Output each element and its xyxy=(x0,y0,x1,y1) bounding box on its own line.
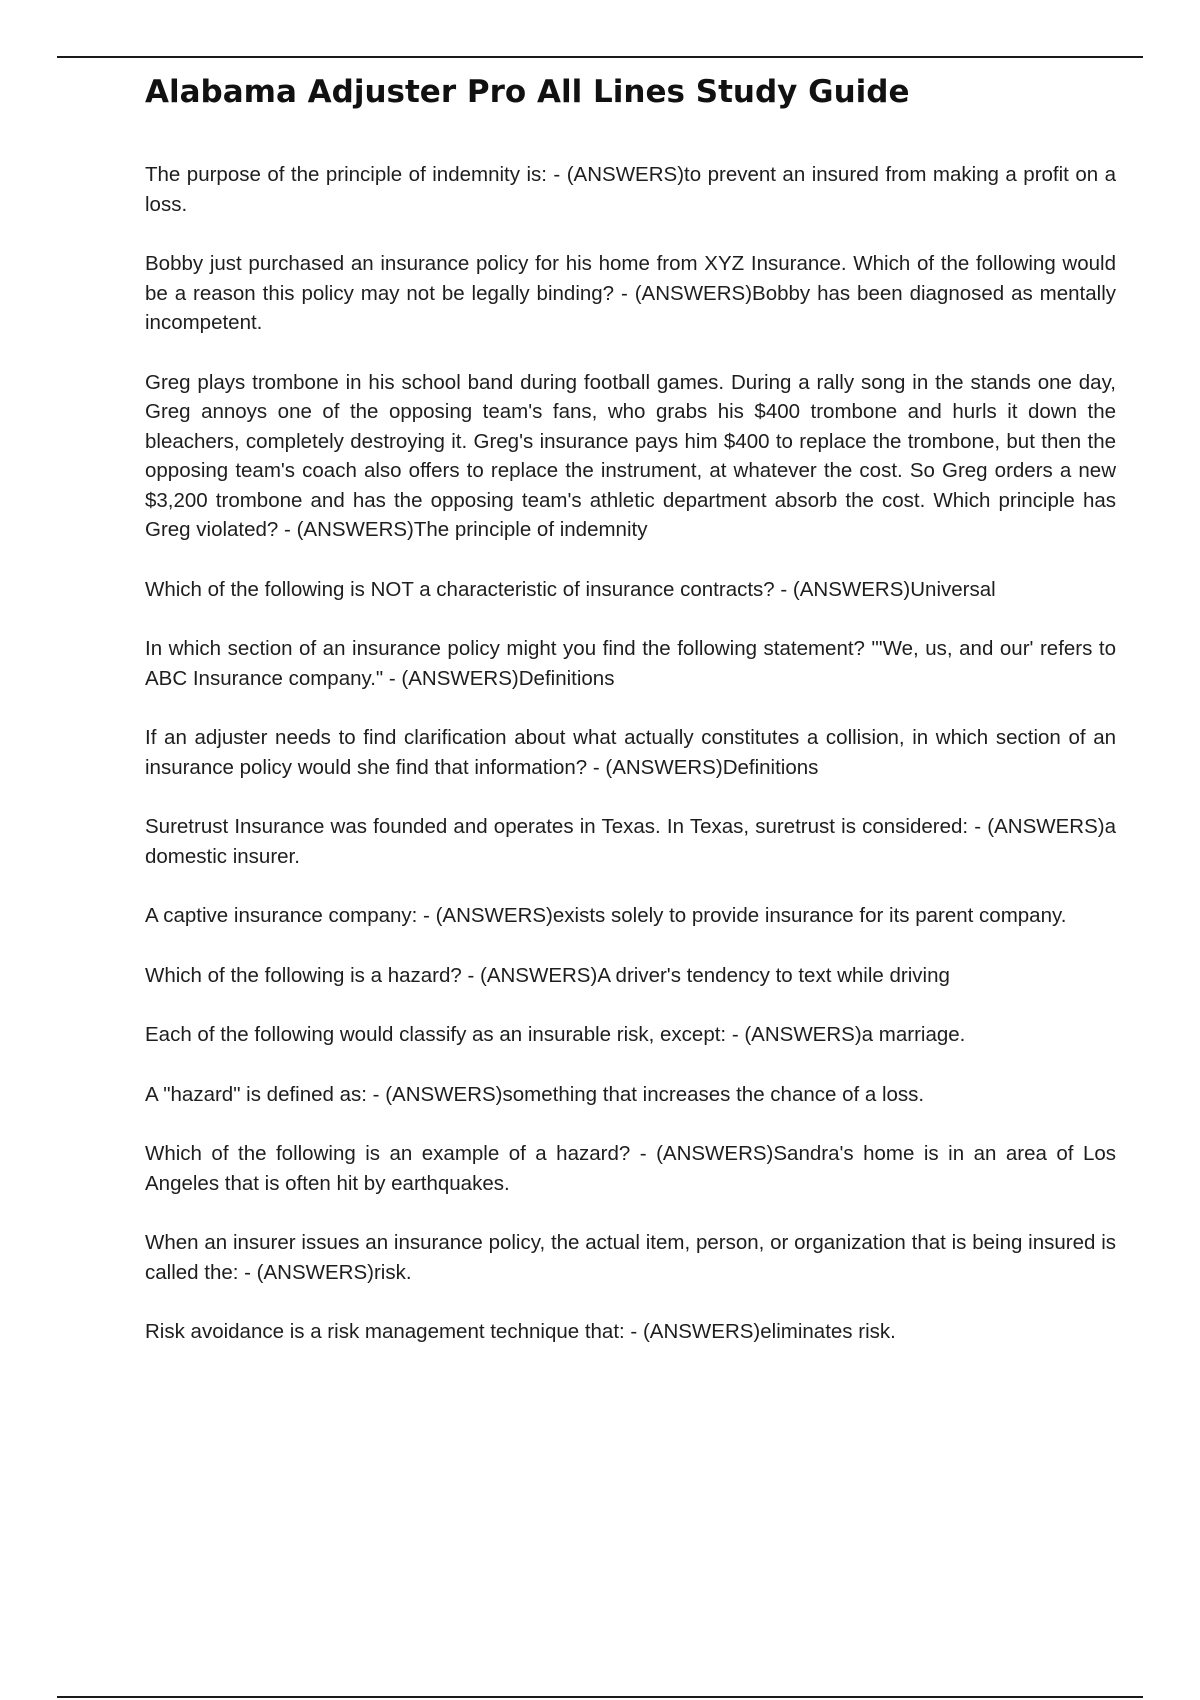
qa-item xyxy=(145,1228,1116,1287)
question-text: A "hazard" is defined as: xyxy=(145,1082,367,1106)
qa-item xyxy=(145,1020,1116,1050)
answer-separator: - xyxy=(968,815,988,838)
qa-item xyxy=(145,575,1116,605)
answers-tag: (ANSWERS) xyxy=(566,163,685,186)
answer-text: A driver's tendency to text while driving xyxy=(597,963,950,987)
answer-separator: - xyxy=(774,577,793,601)
qa-item xyxy=(145,812,1116,871)
qa-list xyxy=(145,160,1116,1377)
answer-text: Definitions xyxy=(722,755,819,779)
page-title: Alabama Adjuster Pro All Lines Study Guide xyxy=(145,74,910,110)
answers-tag: (ANSWERS) xyxy=(987,815,1105,838)
question-text: Suretrust Insurance was founded and operates in Texas. In Texas, suretrust is considered: xyxy=(145,815,969,838)
answer-text: Sandra's home is in an area of Los Angeles that is often hit by earthquakes. xyxy=(145,1142,1116,1195)
qa-item xyxy=(145,961,1116,991)
answers-tag: (ANSWERS) xyxy=(480,963,598,987)
question-text: Each of the following would classify as an insurable risk, except: xyxy=(145,1023,727,1046)
answer-separator: - xyxy=(546,163,567,186)
answers-tag: (ANSWERS) xyxy=(792,577,911,601)
answers-tag: (ANSWERS) xyxy=(642,1320,761,1343)
qa-item xyxy=(145,368,1116,545)
answers-tag: (ANSWERS) xyxy=(385,1082,503,1106)
answer-text: a marriage. xyxy=(861,1023,966,1046)
header-rule xyxy=(57,56,1143,58)
qa-item xyxy=(145,249,1116,338)
answers-tag: (ANSWERS) xyxy=(435,904,553,927)
qa-item xyxy=(145,901,1116,931)
answer-separator: - xyxy=(614,281,635,305)
qa-item xyxy=(145,634,1116,693)
question-text: Greg plays trombone in his school band during football games. During a rally song in the stands one day, Greg annoys one of the opposing team's fans, who grabs his $400 trombone and hurls it down the bleachers, completely destroying it. Greg's insurance pays him $400 to replace the trombone, but then the opposing team's coach also offers to replace the instrument, at whatever the cost. So Greg orders a new $3,200 trombone and has the opposing team's athletic department absorb the cost. Which principle has Greg violated? xyxy=(145,370,1116,541)
answer-separator: - xyxy=(624,1320,643,1343)
answers-tag: (ANSWERS) xyxy=(605,755,723,779)
answer-text: risk. xyxy=(373,1260,412,1284)
answer-separator: - xyxy=(587,755,606,779)
answer-separator: - xyxy=(238,1260,257,1284)
question-text: Risk avoidance is a risk management technique that: xyxy=(145,1320,625,1343)
answer-text: a domestic insurer. xyxy=(145,815,1116,868)
answers-tag: (ANSWERS) xyxy=(296,518,414,541)
footer-rule xyxy=(57,1696,1143,1698)
answer-text: Universal xyxy=(910,577,996,601)
answer-separator: - xyxy=(726,1023,745,1046)
answer-text: something that increases the chance of a loss. xyxy=(502,1082,925,1106)
question-text: Bobby just purchased an insurance policy for his home from XYZ Insurance. Which of the following would be a reason this policy may not be legally binding? xyxy=(145,252,1116,305)
qa-item xyxy=(145,160,1116,219)
answers-tag: (ANSWERS) xyxy=(401,666,519,690)
answer-text: to prevent an insured from making a profit on a loss. xyxy=(145,163,1117,216)
answer-text: exists solely to provide insurance for its parent company. xyxy=(552,904,1067,927)
qa-item xyxy=(145,1139,1116,1198)
answer-text: Definitions xyxy=(518,666,615,690)
answer-separator: - xyxy=(383,666,402,690)
answer-separator: - xyxy=(278,518,297,541)
question-text: A captive insurance company: xyxy=(145,904,418,927)
answer-text: eliminates risk. xyxy=(760,1320,896,1343)
answer-separator: - xyxy=(417,904,436,927)
answer-separator: - xyxy=(461,963,480,987)
answer-separator: - xyxy=(630,1142,657,1165)
question-text: In which section of an insurance policy might you find the following statement? "'We, us, and our' refers to ABC Insurance company." xyxy=(145,637,1116,690)
qa-item xyxy=(145,1080,1116,1110)
answer-separator: - xyxy=(366,1082,386,1106)
answer-text: Bobby has been diagnosed as mentally incompetent. xyxy=(145,281,1116,334)
question-text: The purpose of the principle of indemnity is: xyxy=(145,163,547,186)
answer-text: The principle of indemnity xyxy=(413,518,648,541)
question-text: Which of the following is NOT a characteristic of insurance contracts? xyxy=(145,577,775,601)
answers-tag: (ANSWERS) xyxy=(256,1260,374,1284)
question-text: If an adjuster needs to find clarification about what actually constitutes a collision, in which section of an insurance policy would she find that information? xyxy=(145,726,1116,779)
qa-item xyxy=(145,1317,1116,1347)
question-text: When an insurer issues an insurance policy, the actual item, person, or organization that is being insured is called the: xyxy=(145,1231,1116,1284)
question-text: Which of the following is a hazard? xyxy=(145,963,462,987)
qa-item xyxy=(145,723,1116,782)
question-text: Which of the following is an example of a hazard? xyxy=(145,1142,631,1165)
answers-tag: (ANSWERS) xyxy=(634,281,753,305)
answers-tag: (ANSWERS) xyxy=(656,1142,774,1165)
answers-tag: (ANSWERS) xyxy=(744,1023,862,1046)
